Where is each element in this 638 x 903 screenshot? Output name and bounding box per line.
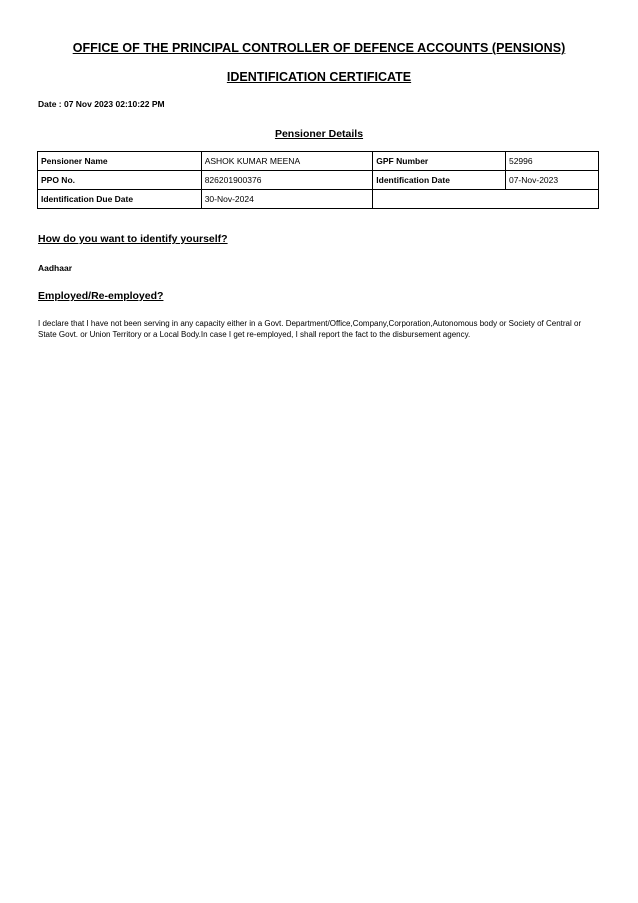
employment-declaration: I declare that I have not been serving in any capacity either in a Govt. Department/Office,Company,Corporation,Autonomous body or Society of Central or State Govt. or Union Territory or a Local Body.In case I get re-employed, I shall report the fact to the disbursement agency. — [38, 319, 582, 339]
empty-cell — [373, 190, 599, 209]
gpf-number-value: 52996 — [505, 152, 598, 171]
table-row — [38, 171, 599, 190]
date-line: Date : 07 Nov 2023 02:10:22 PM — [38, 99, 165, 109]
gpf-number-label: GPF Number — [373, 152, 506, 171]
pensioner-name-label: Pensioner Name — [38, 152, 202, 171]
identification-date-label: Identification Date — [373, 171, 506, 190]
identification-due-date-label: Identification Due Date — [38, 190, 202, 209]
identify-answer: Aadhaar — [38, 263, 73, 273]
ppo-no-label: PPO No. — [38, 171, 202, 190]
table-row — [38, 152, 599, 171]
pensioner-details-table — [37, 151, 599, 209]
employment-question: Employed/Re-employed? — [38, 290, 164, 302]
office-title: OFFICE OF THE PRINCIPAL CONTROLLER OF DEFENCE ACCOUNTS (PENSIONS) — [72, 41, 566, 55]
pensioner-details-title: Pensioner Details — [274, 128, 364, 140]
pensioner-name-value: ASHOK KUMAR MEENA — [201, 152, 373, 171]
identification-due-date-value: 30-Nov-2024 — [201, 190, 373, 209]
identify-question: How do you want to identify yourself? — [38, 233, 228, 245]
certificate-title: IDENTIFICATION CERTIFICATE — [226, 70, 412, 84]
identification-date-value: 07-Nov-2023 — [505, 171, 598, 190]
ppo-no-value: 826201900376 — [201, 171, 373, 190]
table-row — [38, 190, 599, 209]
